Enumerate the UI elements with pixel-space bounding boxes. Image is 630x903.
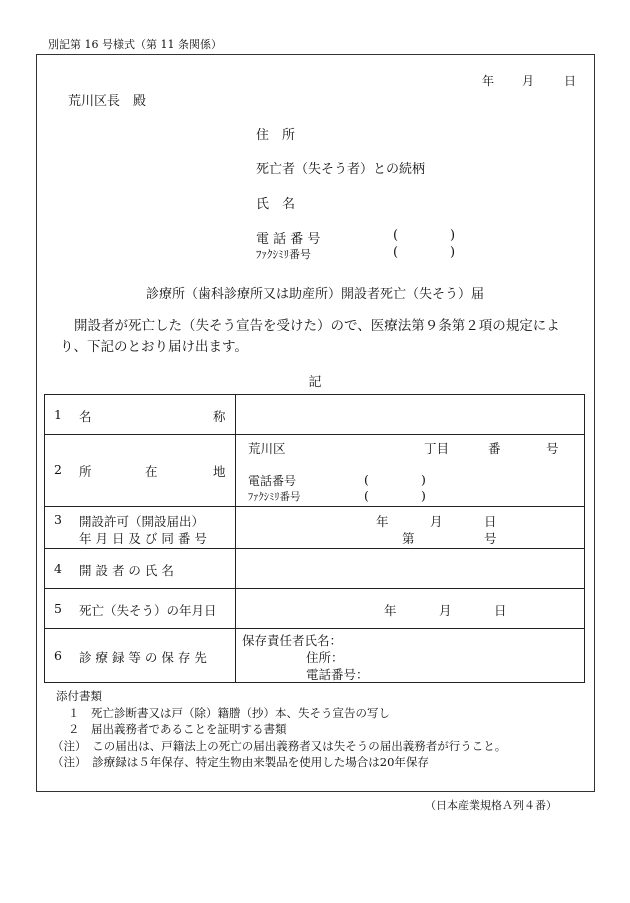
row6-custodian-label: 保存責任者氏名：	[242, 633, 343, 648]
row2-num: 2	[54, 462, 62, 477]
row4-num: 4	[54, 561, 62, 576]
body-sentence: 開設者が死亡した（失そう宣告を受けた）ので、医療法第９条第２項の規定により、下記のとおり届け出ます。	[60, 318, 560, 355]
row5-day: 日	[494, 603, 507, 618]
row2-label-b: 在	[145, 464, 158, 479]
note-2: （注） 診療録は５年保存、特定生物由来製品を使用した場合は20年保存	[52, 755, 429, 769]
row2-chome: 丁目	[424, 441, 450, 456]
row3-dai: 第	[402, 531, 415, 546]
date-month-label: 月	[522, 74, 535, 88]
table-row	[45, 549, 585, 589]
applicant-phone-label: 電 話 番 号	[256, 232, 321, 247]
row5-label-cell	[45, 589, 236, 629]
applicant-relation-label: 死亡者（失そう者）との続柄	[256, 162, 426, 177]
row3-go: 号	[484, 531, 497, 546]
row6-phone-label: 電話番号：	[306, 667, 369, 682]
row2-fax-paren-open: (	[364, 488, 369, 503]
row2-value-cell[interactable]	[236, 435, 585, 507]
form-number: 別記第 16 号様式（第 11 条関係）	[48, 38, 222, 51]
attachments-section	[52, 688, 507, 771]
table-row	[45, 395, 585, 435]
table-row	[45, 629, 585, 683]
row6-value-cell[interactable]	[236, 629, 585, 683]
date-year-label: 年	[482, 74, 495, 88]
row3-label-line2: 年 月 日 及 び 同 番 号	[79, 531, 207, 546]
row4-label: 開 設 者 の 氏 名	[79, 563, 174, 578]
paper-size-note: （日本産業規格Ａ列４番）	[425, 799, 557, 812]
row2-phone-paren-open: (	[364, 472, 369, 487]
table-row	[45, 435, 585, 507]
applicant-phone-paren-open: (	[393, 228, 399, 243]
row3-day: 日	[484, 514, 497, 529]
row2-ward: 荒川区	[248, 441, 286, 456]
attachments-heading: 添付書類	[56, 689, 102, 703]
row2-label-a: 所	[79, 464, 92, 479]
row6-label-cell	[45, 629, 236, 683]
row5-value-cell[interactable]	[236, 589, 585, 629]
applicant-phone-paren-close: )	[450, 228, 456, 243]
row2-label-cell	[45, 435, 236, 507]
applicant-fax-paren-close: )	[450, 245, 456, 260]
row3-label-line1: 開設許可（開設届出）	[79, 514, 205, 529]
row6-num: 6	[54, 648, 62, 663]
row5-year: 年	[384, 603, 397, 618]
note-1: （注） この届出は、戸籍法上の死亡の届出義務者又は失そうの届出義務者が行うこと。	[52, 738, 507, 753]
row5-month: 月	[439, 603, 452, 618]
row5-label: 死亡（失そう）の年月日	[79, 603, 217, 618]
attachment-item-2: ２ 届出義務者であることを証明する書類	[68, 722, 287, 736]
row2-go: 号	[546, 441, 559, 456]
row6-label: 診 療 録 等 の 保 存 先	[79, 650, 207, 665]
row1-label-cell	[45, 395, 236, 435]
applicant-fax-label: ﾌｧｸｼﾐﾘ番号	[256, 248, 311, 261]
row3-value-cell[interactable]	[236, 507, 585, 549]
applicant-name-label: 氏 名	[256, 197, 296, 212]
details-table	[44, 394, 585, 683]
applicant-address-label: 住 所	[256, 128, 296, 143]
row6-address-label: 住所：	[306, 650, 344, 665]
applicant-fax-paren-open: (	[393, 245, 399, 260]
row4-label-cell	[45, 549, 236, 589]
row5-num: 5	[54, 601, 62, 616]
attachment-item-1: １ 死亡診断書又は戸（除）籍謄（抄）本、失そう宣告の写し	[68, 705, 390, 720]
row2-label-c: 地	[213, 464, 226, 479]
document-title: 診療所（歯科診療所又は助産所）開設者死亡（失そう）届	[145, 287, 484, 302]
addressee: 荒川区長 殿	[68, 94, 147, 109]
table-row	[45, 507, 585, 549]
row3-month: 月	[430, 514, 443, 529]
row2-banchi: 番	[488, 441, 501, 456]
row1-label-a: 名	[79, 409, 92, 424]
date-day-label: 日	[564, 74, 577, 88]
row1-num: 1	[54, 407, 62, 422]
row2-fax-paren-close: )	[421, 488, 426, 503]
body-text	[60, 316, 580, 358]
row3-year: 年	[376, 514, 389, 529]
row1-value-cell[interactable]	[236, 395, 585, 435]
row4-value-cell[interactable]	[236, 549, 585, 589]
table-row	[45, 589, 585, 629]
row3-num: 3	[54, 512, 62, 527]
ki-heading: 記	[308, 375, 322, 390]
row2-phone-paren-close: )	[421, 472, 426, 487]
row2-phone-label: 電話番号	[248, 474, 297, 488]
row2-fax-label: ﾌｧｸｼﾐﾘ番号	[248, 491, 301, 503]
row1-label-b: 称	[213, 409, 226, 424]
row3-label-cell	[45, 507, 236, 549]
